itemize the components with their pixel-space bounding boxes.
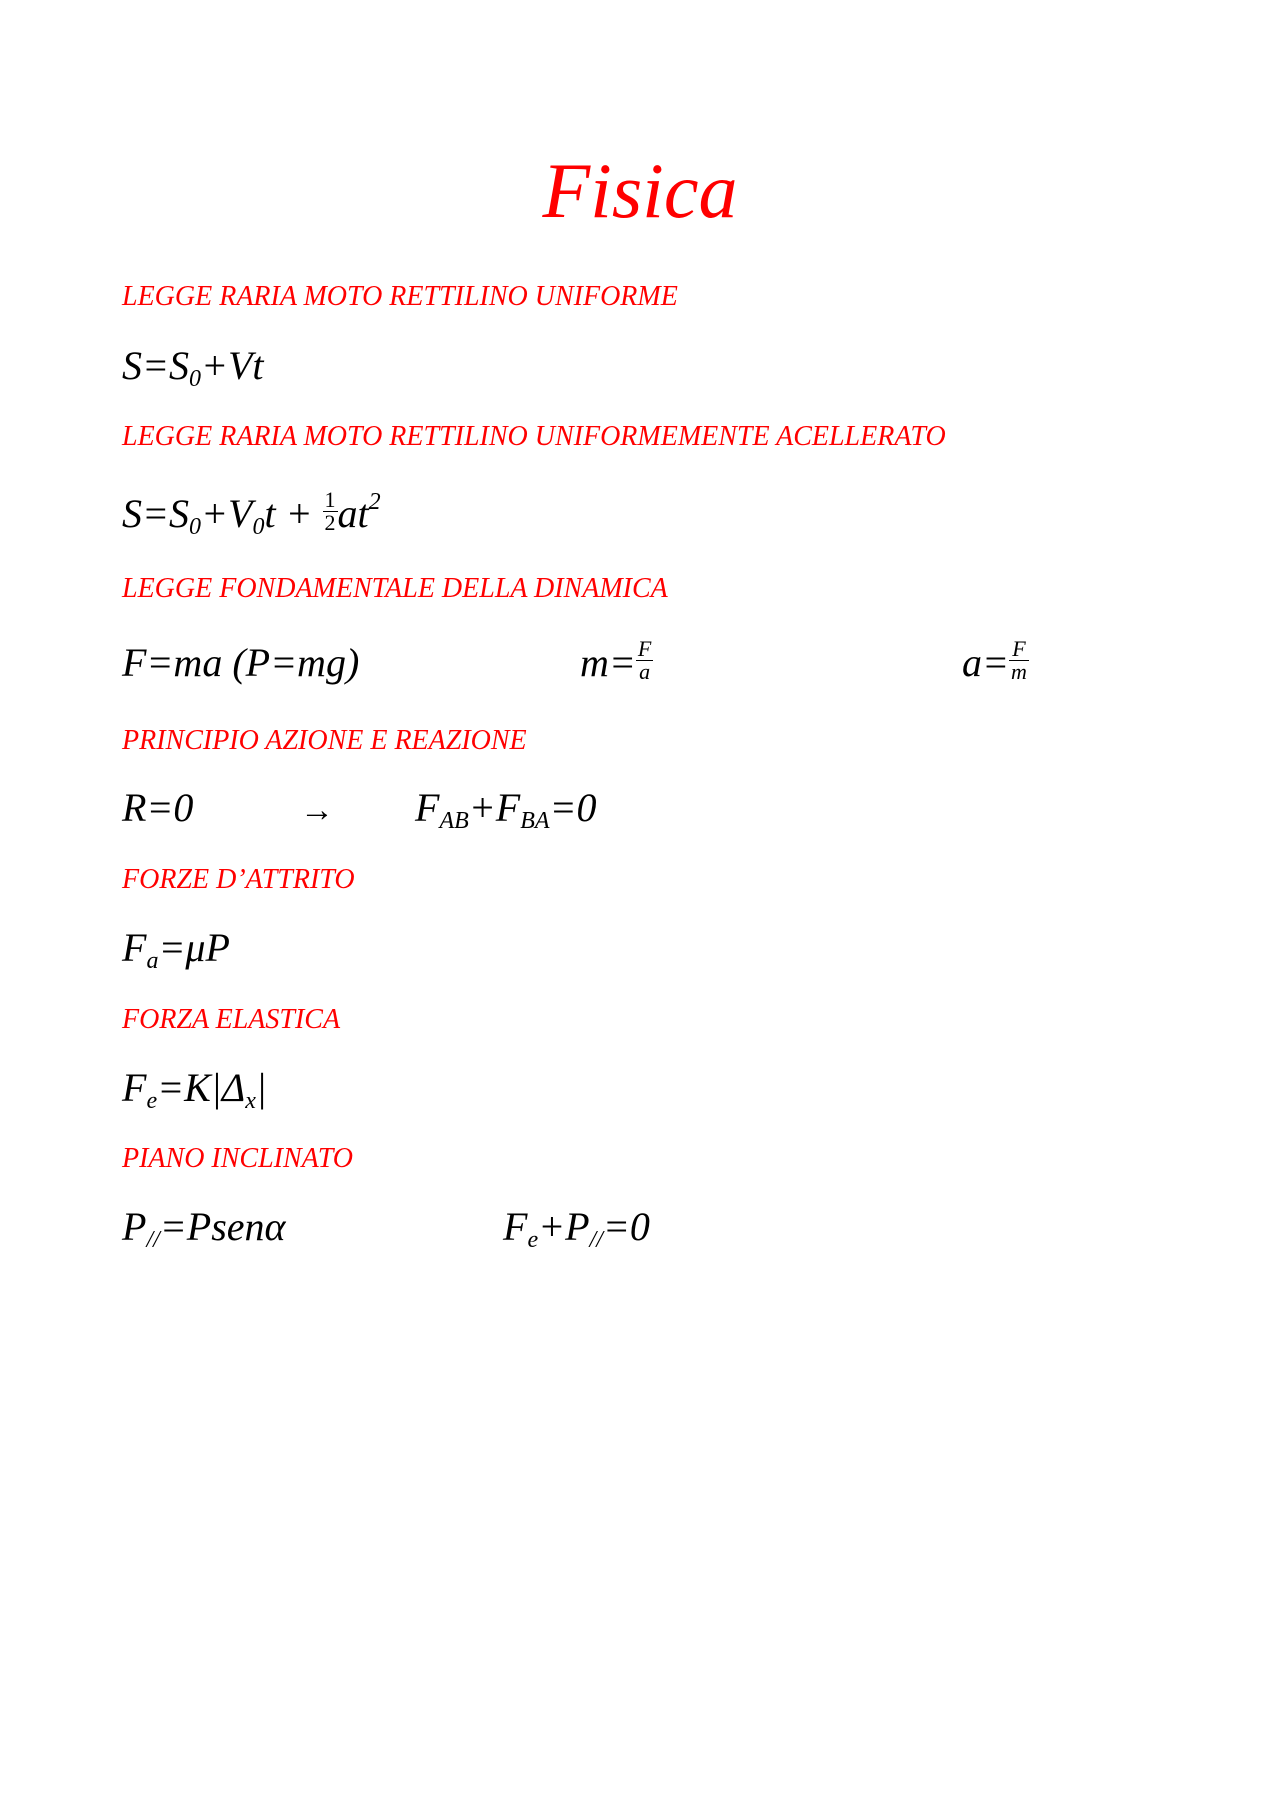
formula-newton-second-law: F=ma (P=mg) — [122, 640, 360, 685]
page-title: Fisica — [542, 147, 738, 234]
formula-accelerated-motion: $S=S_0+V_0t$ + $\frac{1}{2}$ $at^2$ — [122, 487, 381, 540]
formula-mass: m= $\frac{F}{a}$ — [580, 636, 652, 685]
formula-action-reaction: $F_{AB}+F_{BA}=0$ — [415, 785, 597, 834]
fraction-f-over-a: $\frac{F}{a}$ — [637, 636, 652, 685]
section-heading-action-reaction: PRINCIPIO AZIONE E REAZIONE — [122, 725, 527, 756]
formula-uniform-motion: $S=S_0+Vt$ — [122, 343, 264, 392]
section-heading-dynamics: LEGGE FONDAMENTALE DELLA DINAMICA — [122, 573, 668, 604]
right-arrow-icon: → — [300, 792, 334, 829]
formula-resultant-zero: R=0 — [122, 785, 194, 830]
section-heading-inclined-plane: PIANO INCLINATO — [122, 1143, 354, 1174]
fraction-one-half: $\frac{1}{2}$ — [324, 487, 336, 536]
formula-elastic-force: $F_e=K|\Delta_x|$ — [122, 1065, 267, 1114]
formula-inclined-equilibrium: $F_e+P_{//}=0$ — [503, 1204, 650, 1253]
section-heading-friction: FORZE D’ATTRITO — [122, 864, 355, 895]
formula-parallel-weight: $P_{//}=Psen\alpha$ — [122, 1204, 286, 1253]
formula-acceleration: a= $\frac{F}{m}$ — [962, 636, 1027, 685]
section-heading-accelerated-motion: LEGGE RARIA MOTO RETTILINO UNIFORMEMENTE ACELLERATO — [122, 421, 946, 452]
section-heading-uniform-motion: LEGGE RARIA MOTO RETTILINO UNIFORME — [122, 281, 678, 312]
fraction-f-over-m: $\frac{F}{m}$ — [1011, 636, 1027, 685]
section-heading-elastic-force: FORZA ELASTICA — [122, 1004, 341, 1035]
formula-friction: $F_a=\mu P$ — [122, 925, 230, 974]
